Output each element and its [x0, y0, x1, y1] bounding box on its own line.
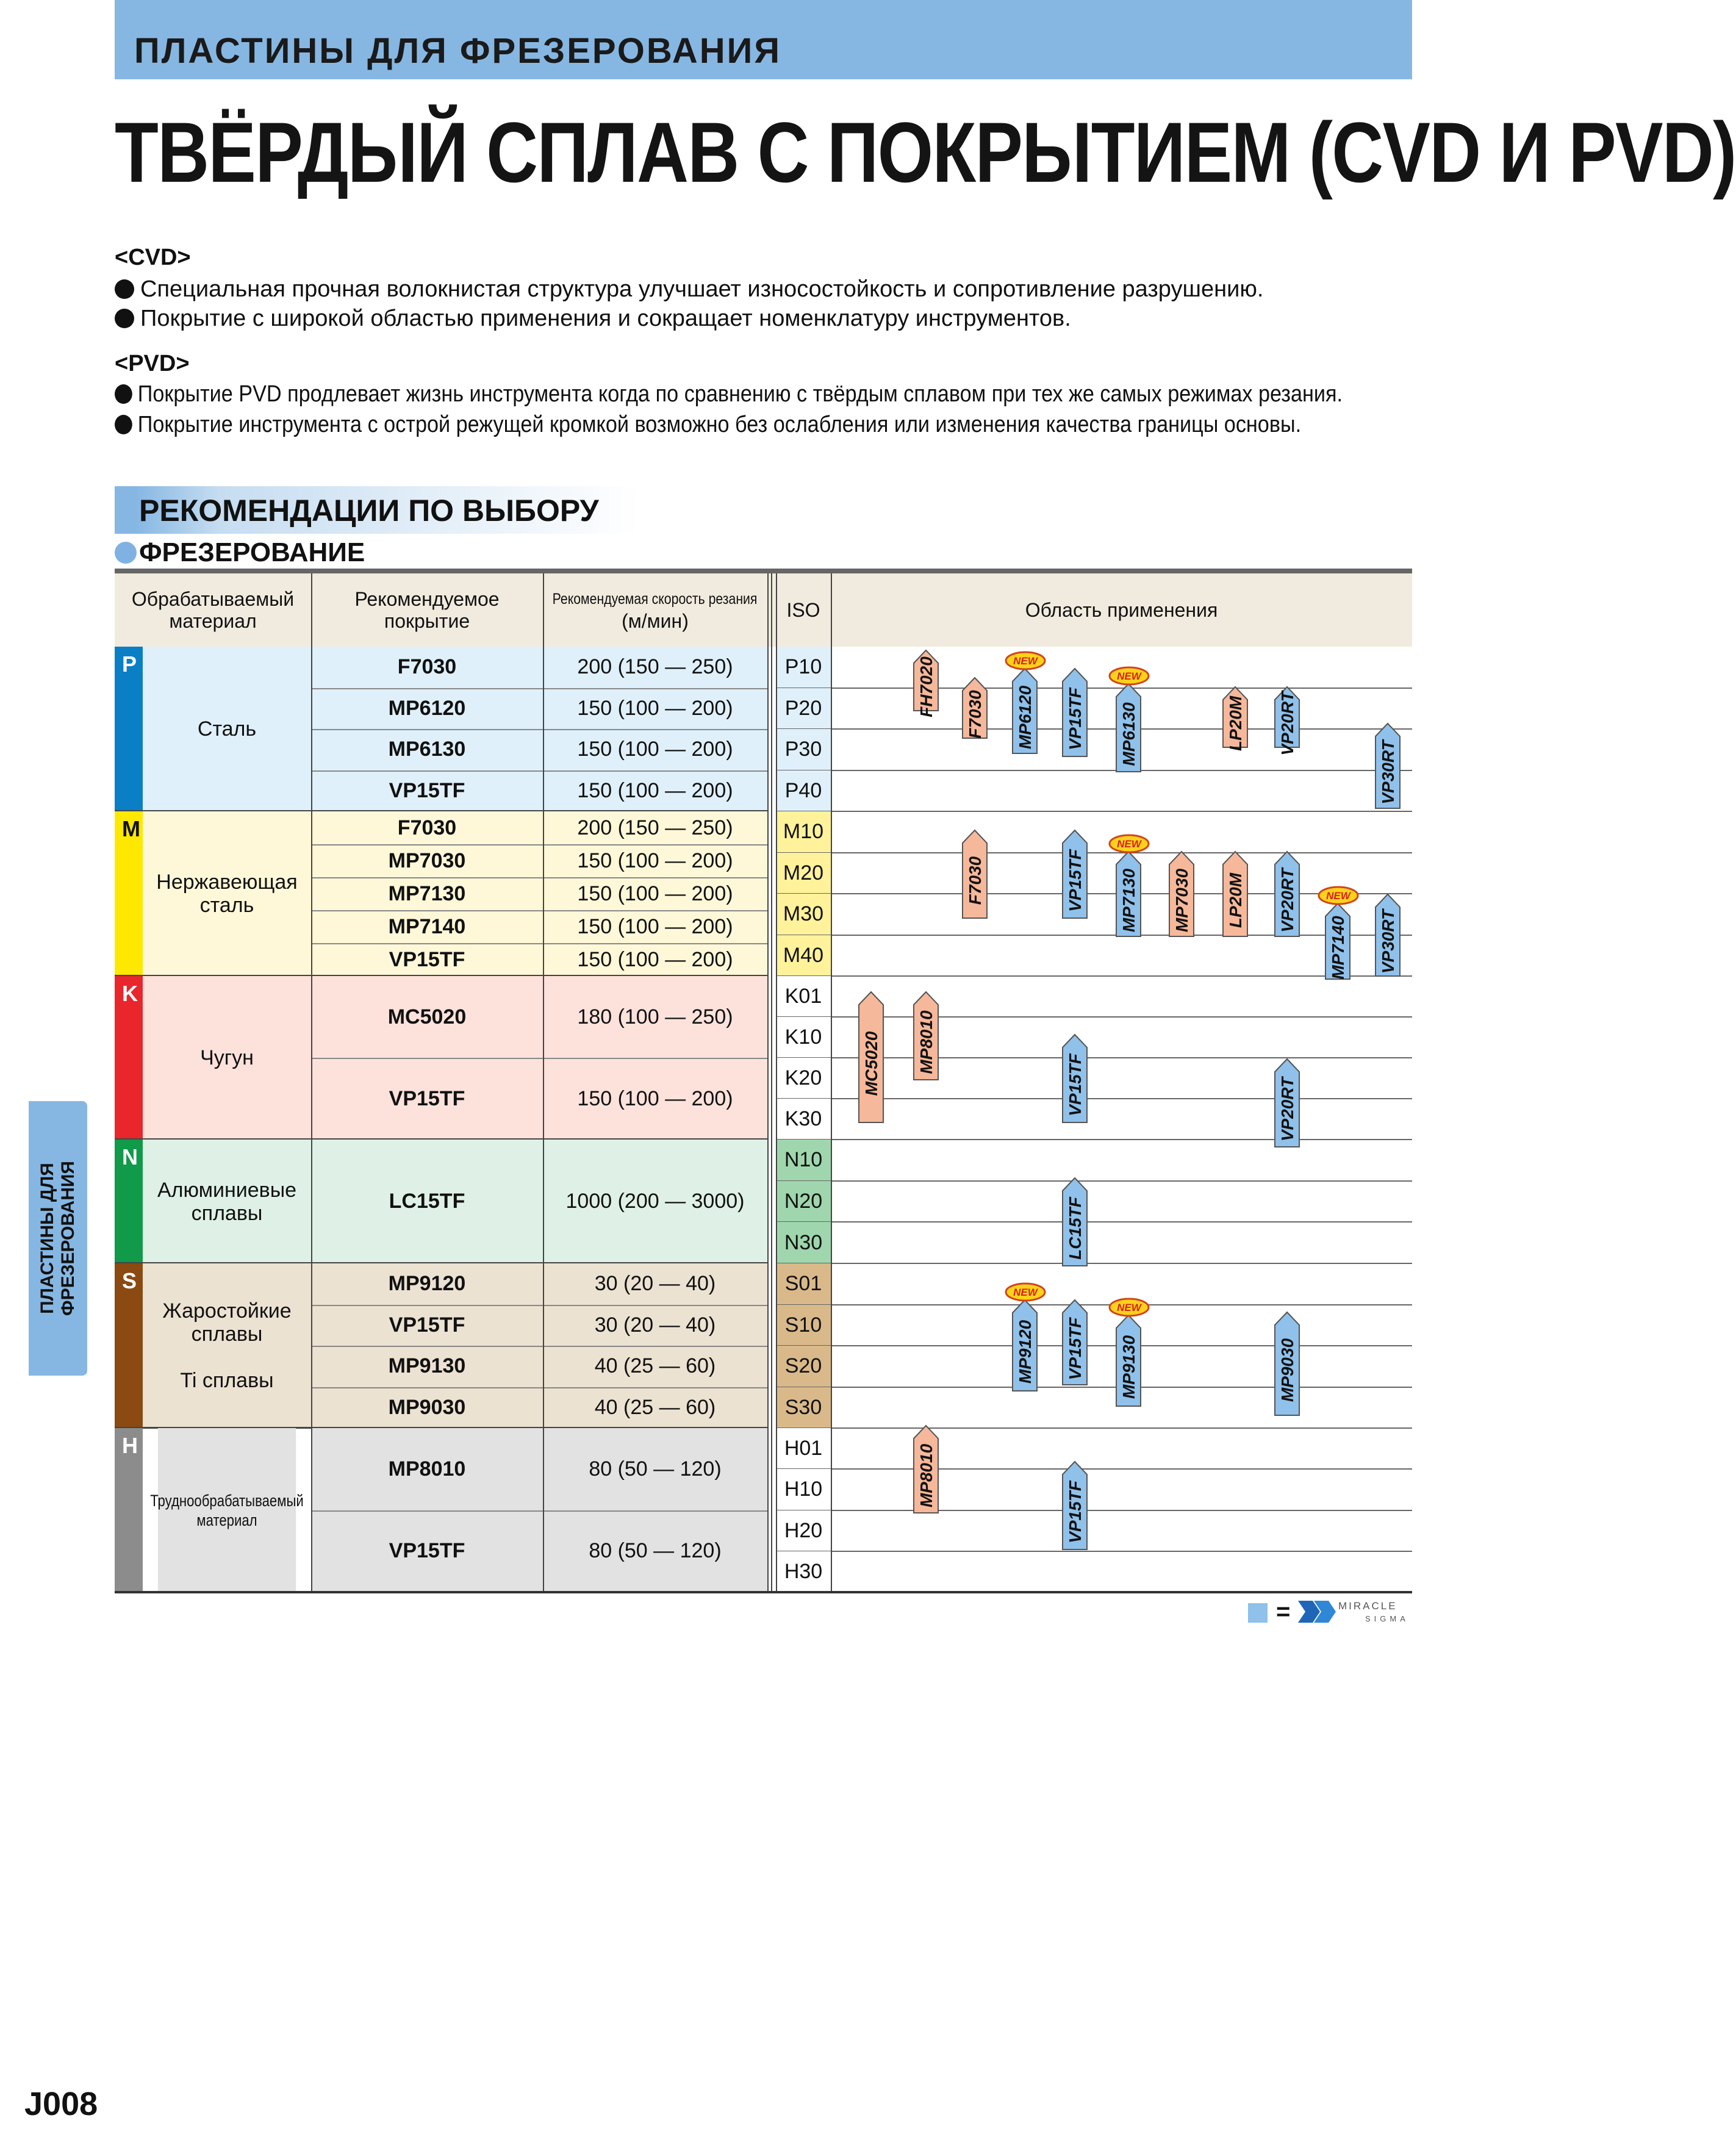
grade-tag-lp20m	[1217, 686, 1254, 752]
cvd-point-2: Покрытие с широкой областью применения и сокращает номенклатуру инструментов.	[115, 304, 1071, 333]
row-divider	[311, 844, 767, 846]
new-badge	[1004, 650, 1047, 672]
iso-rule	[776, 1139, 1412, 1140]
group-k-speed-1: 150 (100 — 200)	[543, 1058, 767, 1140]
grade-tag-label: MP6120	[1016, 685, 1035, 750]
grade-tag-label: FH7020	[917, 656, 936, 717]
group-k-iso-1: K10	[776, 1017, 831, 1058]
grade-tag-label: VP15TF	[1066, 1317, 1085, 1381]
group-m-letter: M	[115, 811, 143, 976]
iso-rule	[776, 811, 1412, 812]
new-badge	[1317, 885, 1360, 907]
group-m-iso-2: M30	[776, 894, 831, 935]
group-p-iso-2: P30	[776, 729, 831, 770]
new-badge-label: NEW	[1013, 1287, 1038, 1298]
column-rule	[776, 573, 777, 1592]
group-s-coating-2: MP9130	[311, 1346, 543, 1387]
grade-tag-label: MP7130	[1119, 868, 1138, 933]
iso-rule	[776, 1427, 1412, 1429]
grade-tag-label: LC15TF	[1066, 1197, 1085, 1260]
grade-tag-label: MP8010	[917, 1010, 936, 1074]
legend-equals: =	[1276, 1598, 1291, 1625]
pvd-legend-swatch	[1248, 1603, 1268, 1623]
row-divider	[311, 877, 767, 878]
cvd-heading: <CVD>	[115, 245, 191, 270]
iso-rule	[776, 1263, 1412, 1264]
pvd-heading: <PVD>	[115, 351, 190, 376]
iso-rule	[776, 1345, 1412, 1346]
grade-tag-mp6120	[1006, 668, 1043, 755]
group-s-letter: S	[115, 1263, 143, 1428]
miracle-sigma-logo	[1298, 1597, 1414, 1626]
grade-tag-label: VP15TF	[1066, 1481, 1085, 1543]
iso-rule	[776, 1221, 1412, 1223]
group-n-coating-0: LC15TF	[311, 1140, 543, 1263]
iso-rule	[776, 975, 1412, 977]
grade-tag-label: VP20RT	[1278, 868, 1297, 933]
group-k-material: Чугун	[143, 976, 311, 1140]
grade-tag-label: MP9130	[1119, 1335, 1138, 1399]
iso-rule	[776, 1180, 1412, 1182]
group-k-letter: K	[115, 976, 143, 1140]
group-s-speed-3: 40 (25 — 60)	[543, 1387, 767, 1429]
group-k-iso-3: K30	[776, 1099, 831, 1140]
new-badge	[1004, 1281, 1047, 1303]
group-h-iso-1: H10	[776, 1469, 831, 1510]
new-badge	[1108, 833, 1150, 855]
grade-tag-label: VP30RT	[1379, 909, 1397, 974]
group-h-material: Труднообрабатываемый материал	[158, 1428, 296, 1592]
grade-tag-label: LP20M	[1226, 872, 1245, 928]
group-m-material: Нержавеющая сталь	[143, 811, 311, 976]
grade-tag-vp15tf	[1056, 1034, 1093, 1124]
group-m-coating-3: MP7140	[311, 910, 543, 943]
group-p-material: Сталь	[143, 647, 311, 811]
grade-tag-label: VP15TF	[1066, 1054, 1085, 1116]
group-p-iso-3: P40	[776, 770, 831, 812]
row-divider	[311, 910, 767, 911]
side-tab[interactable]	[29, 1101, 87, 1376]
header-speed	[543, 573, 767, 647]
header-coating: Рекомендуемое покрытие	[354, 588, 500, 632]
logo-text-2: SIGMA	[1365, 1614, 1409, 1623]
logo-text-1: MIRACLE	[1338, 1600, 1397, 1612]
grade-tag-label: MP7030	[1172, 868, 1191, 933]
grade-tag-lc15tf	[1056, 1177, 1093, 1267]
group-p-letter: P	[115, 647, 143, 811]
side-tab-label: ПЛАСТИНЫ ДЛЯ ФРЕЗЕРОВАНИЯ	[37, 1161, 78, 1316]
grade-tag-label: MP6130	[1119, 702, 1138, 766]
group-s-coating-0: MP9120	[311, 1263, 543, 1305]
page-title: ТВЁРДЫЙ СПЛАВ С ПОКРЫТИЕМ (CVD И PVD)	[115, 104, 1736, 200]
new-badge	[1108, 665, 1150, 687]
grade-tag-mp8010	[908, 1425, 944, 1514]
grade-tag-label: MP9120	[1016, 1320, 1035, 1384]
group-n-iso-2: N30	[776, 1222, 831, 1263]
group-h-speed-1: 80 (50 — 120)	[543, 1510, 767, 1593]
column-rule	[767, 573, 769, 1592]
row-divider	[311, 688, 767, 689]
iso-rule	[776, 1510, 1412, 1511]
header-speed-label: Рекомендуемая скорость резания	[553, 591, 758, 608]
grade-tag-label: F7030	[966, 856, 985, 905]
group-p-speed-1: 150 (100 — 200)	[543, 688, 767, 730]
grade-tag-vp15tf	[1056, 668, 1093, 758]
table-top-rule	[115, 569, 1412, 573]
iso-rule	[776, 852, 1412, 853]
group-m-coating-1: MP7030	[311, 844, 543, 877]
recommendation-heading: РЕКОМЕНДАЦИИ ПО ВЫБОРУ	[115, 486, 639, 534]
group-p-iso-1: P20	[776, 688, 831, 730]
group-k-iso-2: K20	[776, 1058, 831, 1099]
grade-tag-mp9120	[1006, 1299, 1043, 1392]
row-divider	[311, 770, 767, 772]
group-h-speed-0: 80 (50 — 120)	[543, 1428, 767, 1510]
group-p-speed-2: 150 (100 — 200)	[543, 729, 767, 770]
group-m-speed-1: 150 (100 — 200)	[543, 844, 767, 877]
grade-tag-vp15tf	[1056, 1299, 1093, 1386]
group-m-coating-0: F7030	[311, 811, 543, 844]
group-m-speed-3: 150 (100 — 200)	[543, 910, 767, 943]
grade-tag-label: VP20RT	[1278, 691, 1297, 756]
grade-tag-label: MP9030	[1278, 1338, 1297, 1402]
group-s-iso-0: S01	[776, 1263, 831, 1305]
group-n-iso-1: N20	[776, 1181, 831, 1223]
group-s-speed-2: 40 (25 — 60)	[543, 1346, 767, 1387]
iso-rule	[776, 728, 1412, 730]
group-h-coating-1: VP15TF	[311, 1510, 543, 1593]
grade-tag-mp9030	[1269, 1312, 1305, 1416]
group-m-coating-4: VP15TF	[311, 943, 543, 976]
column-rule	[831, 573, 832, 1592]
group-k-speed-0: 180 (100 — 250)	[543, 976, 767, 1058]
group-p-coating-0: F7030	[311, 647, 543, 688]
grade-tag-mc5020	[853, 991, 889, 1124]
group-p-speed-3: 150 (100 — 200)	[543, 770, 767, 812]
group-h-coating-0: MP8010	[311, 1428, 543, 1510]
iso-rule	[776, 1468, 1412, 1470]
milling-subtitle: ФРЕЗЕРОВАНИЕ	[115, 536, 365, 570]
group-s-iso-3: S30	[776, 1387, 831, 1429]
group-s-material: Жаростойкие сплавы Ti сплавы	[143, 1263, 311, 1428]
group-p-speed-0: 200 (150 — 250)	[543, 647, 767, 688]
grade-tag-mp8010	[908, 991, 944, 1081]
grade-tag-label: MC5020	[862, 1031, 881, 1096]
group-n-speed-0: 1000 (200 — 3000)	[543, 1140, 767, 1263]
page-number: J008	[24, 2086, 98, 2122]
row-divider	[311, 729, 767, 730]
column-rule	[771, 573, 772, 1592]
group-n-letter: N	[115, 1140, 143, 1263]
new-badge-label: NEW	[1117, 670, 1141, 682]
new-badge	[1108, 1296, 1150, 1318]
group-h-iso-3: H30	[776, 1551, 831, 1592]
group-s-coating-1: VP15TF	[311, 1305, 543, 1346]
grade-tag-mp7140	[1319, 903, 1356, 980]
grade-tag-vp20rt	[1269, 851, 1305, 938]
cvd-point-1: Специальная прочная волокнистая структура улучшает износостойкость и сопротивление разрушению.	[115, 275, 1263, 304]
new-badge-label: NEW	[1013, 655, 1038, 667]
group-p-iso-0: P10	[776, 647, 831, 688]
row-divider	[311, 1346, 767, 1347]
iso-rule	[776, 688, 1412, 689]
group-n-material: Алюминиевые сплавы	[143, 1140, 311, 1263]
group-m-speed-4: 150 (100 — 200)	[543, 943, 767, 976]
group-s-speed-0: 30 (20 — 40)	[543, 1263, 767, 1305]
grade-tag-label: VP15TF	[1066, 688, 1085, 750]
group-s-speed-1: 30 (20 — 40)	[543, 1305, 767, 1346]
column-rule	[543, 573, 544, 1592]
group-m-coating-2: MP7130	[311, 877, 543, 910]
group-m-speed-2: 150 (100 — 200)	[543, 877, 767, 910]
grade-tag-fh7020	[908, 650, 944, 717]
table-bottom-rule	[115, 1591, 1412, 1593]
iso-rule	[776, 1304, 1412, 1305]
group-s-iso-1: S10	[776, 1305, 831, 1346]
grade-tag-label: MP8010	[917, 1443, 936, 1508]
header-iso: ISO	[786, 599, 820, 621]
new-badge-label: NEW	[1326, 890, 1350, 902]
group-h-letter: H	[115, 1428, 143, 1592]
grade-tag-mp9130	[1110, 1315, 1147, 1407]
row-divider	[311, 1305, 767, 1306]
new-badge-label: NEW	[1117, 1302, 1141, 1313]
group-m-iso-3: M40	[776, 935, 831, 977]
grade-tag-label: VP20RT	[1278, 1077, 1297, 1142]
row-divider	[311, 1510, 767, 1512]
new-badge-label: NEW	[1117, 838, 1141, 850]
grade-tag-label: LP20M	[1226, 695, 1245, 752]
grade-tag-vp15tf	[1056, 830, 1093, 919]
grade-tag-mp6130	[1110, 683, 1147, 773]
header-speed-unit: (м/мин)	[622, 610, 689, 632]
grade-tag-mp7030	[1163, 851, 1200, 938]
grade-tag-label: F7030	[966, 690, 985, 739]
group-h-iso-0: H01	[776, 1428, 831, 1469]
iso-rule	[776, 935, 1412, 936]
pvd-point-2: Покрытие инструмента с острой режущей кромкой возможно без ослабления или изменения качества границы основы.	[115, 410, 1301, 439]
group-h-iso-2: H20	[776, 1510, 831, 1551]
group-n-iso-0: N10	[776, 1140, 831, 1181]
group-k-coating-0: MC5020	[311, 976, 543, 1058]
grade-tag-vp30rt	[1369, 723, 1406, 810]
grade-tag-vp15tf	[1056, 1461, 1093, 1551]
row-divider	[311, 1387, 767, 1388]
column-rule	[311, 573, 312, 1592]
grade-tag-lp20m	[1217, 851, 1254, 938]
grade-tag-f7030	[956, 677, 993, 739]
grade-tag-label: MP7140	[1329, 916, 1347, 980]
header-material: Обрабатываемый материал	[131, 588, 295, 632]
grade-tag-vp30rt	[1369, 894, 1406, 977]
iso-rule	[776, 770, 1412, 771]
group-m-iso-0: M10	[776, 811, 831, 853]
group-m-speed-0: 200 (150 — 250)	[543, 811, 767, 844]
grade-tag-mp7130	[1110, 851, 1147, 938]
grade-tag-label: VP30RT	[1379, 740, 1397, 805]
group-s-coating-3: MP9030	[311, 1387, 543, 1429]
row-divider	[311, 1058, 767, 1059]
grade-tag-label: VP15TF	[1066, 849, 1085, 912]
header-application: Область применения	[1025, 599, 1218, 621]
group-k-iso-0: K01	[776, 976, 831, 1017]
row-divider	[311, 943, 767, 944]
iso-rule	[776, 1551, 1412, 1552]
grade-tag-f7030	[956, 830, 993, 919]
group-p-coating-2: MP6130	[311, 729, 543, 770]
iso-rule	[776, 1387, 1412, 1388]
group-k-coating-1: VP15TF	[311, 1058, 543, 1140]
band-title: ПЛАСТИНЫ ДЛЯ ФРЕЗЕРОВАНИЯ	[134, 31, 782, 71]
grade-tag-vp20rt	[1269, 1058, 1305, 1148]
group-m-iso-1: M20	[776, 853, 831, 894]
grade-tag-vp20rt	[1269, 686, 1305, 756]
group-s-iso-2: S20	[776, 1346, 831, 1387]
pvd-point-1: Покрытие PVD продлевает жизнь инструмента когда по сравнению с твёрдым сплавом при тех же самых режимах резания.	[115, 379, 1343, 409]
group-p-coating-1: MP6120	[311, 688, 543, 730]
group-p-coating-3: VP15TF	[311, 770, 543, 812]
